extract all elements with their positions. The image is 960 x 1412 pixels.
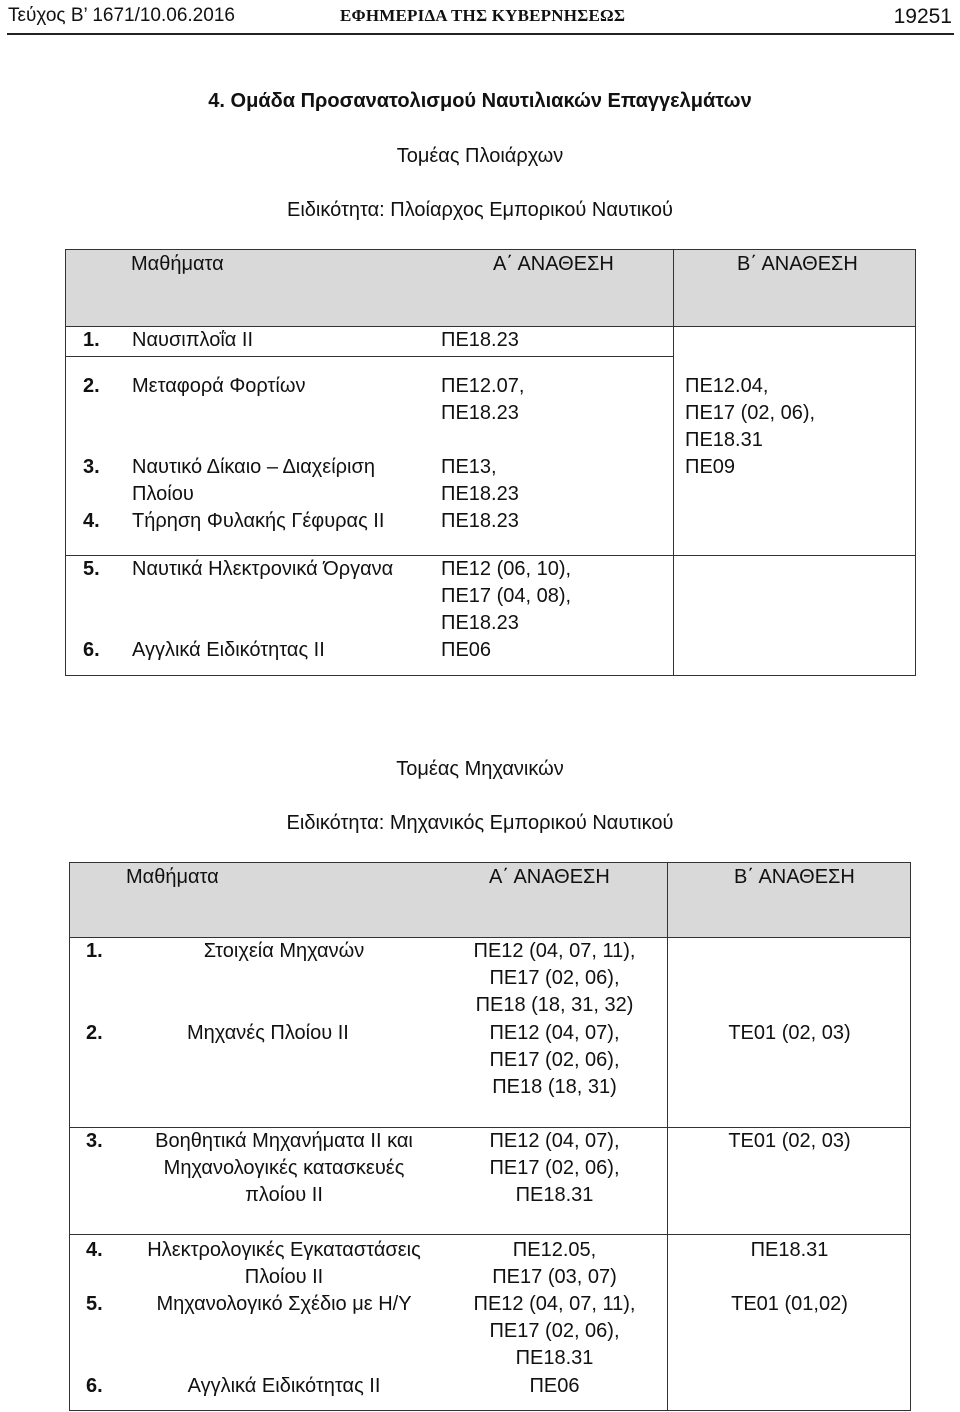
sector2-table [69,862,911,1411]
issue-label: Τεύχος Β’ 1671/10.06.2016 [8,5,235,26]
row-number: 1. [86,940,103,962]
sector1-specialty: Ειδικότητα: Πλοίαρχος Εμπορικού Ναυτικού [287,199,673,221]
assignment-a: ΠΕ06 [529,1375,580,1397]
sector2-header-a: Α΄ ΑΝΑΘΕΣΗ [489,866,610,888]
assignment-a: ΠΕ18 (18, 31) [492,1076,617,1098]
row-number: 5. [83,558,100,580]
assignment-b: ΠΕ12.04, [685,375,769,397]
course-name: Μηχανολογικό Σχέδιο με Η/Υ [156,1293,412,1315]
sector2-header-courses: Μαθήματα [126,866,219,888]
course-name: Πλοίου ΙΙ [244,1266,324,1288]
assignment-a: ΠΕ12 (04, 07, 11), [473,940,636,962]
course-name: Τήρηση Φυλακής Γέφυρας ΙΙ [132,510,385,532]
course-name: Βοηθητικά Μηχανήματα ΙΙ και [155,1130,413,1152]
course-name: Μηχανές Πλοίου ΙΙ [187,1022,349,1044]
assignment-a: ΠΕ06 [441,639,492,661]
course-name: Μηχανολογικές κατασκευές [163,1157,405,1179]
row-number: 3. [86,1130,103,1152]
row-number: 5. [86,1293,103,1315]
assignment-a: ΠΕ17 (04, 08), [441,585,572,607]
sector2-specialty: Ειδικότητα: Μηχανικός Εμπορικού Ναυτικού [286,812,674,834]
assignment-a: ΠΕ12 (04, 07), [489,1130,620,1152]
sector1-header-a: Α΄ ΑΝΑΘΕΣΗ [493,253,614,275]
row-number: 1. [83,329,100,351]
gazette-title: ΕΦΗΜΕΡΙΔΑ ΤΗΣ ΚΥΒΕΡΝΗΣΕΩΣ [340,6,626,25]
assignment-a: ΠΕ12 (04, 07), [489,1022,620,1044]
sector1-title: Τομέας Πλοιάρχων [396,145,564,167]
assignment-a: ΠΕ18.31 [515,1347,594,1369]
sector1-table [65,249,916,676]
course-name: Αγγλικά Ειδικότητας ΙΙ [187,1375,381,1397]
page-header [0,0,960,36]
course-name: πλοίου ΙΙ [245,1184,323,1206]
course-name: Στοιχεία Μηχανών [203,940,365,962]
sector2-row-divider [70,1234,910,1235]
assignment-a: ΠΕ12 (06, 10), [441,558,572,580]
assignment-a: ΠΕ12.05, [512,1239,597,1261]
sector2-header-b: Β΄ ΑΝΑΘΕΣΗ [734,866,855,888]
assignment-a: ΠΕ17 (02, 06), [489,1157,620,1179]
sector2-title: Τομέας Μηχανικών [396,758,564,780]
assignment-a: ΠΕ18.23 [441,402,519,424]
course-name: Ηλεκτρολογικές Εγκαταστάσεις [147,1239,421,1261]
course-name: Αγγλικά Ειδικότητας ΙΙ [132,639,325,661]
sector1-col-divider [673,250,674,675]
assignment-a: ΠΕ12.07, [441,375,525,397]
course-name: Ναυτικό Δίκαιο – Διαχείριση [132,456,375,478]
assignment-b: ΤΕ01 (02, 03) [728,1130,851,1152]
row-number: 4. [86,1239,103,1261]
assignment-b: ΤΕ01 (01,02) [731,1293,848,1315]
assignment-b: ΤΕ01 (02, 03) [728,1022,851,1044]
section-title: 4. Ομάδα Προσανατολισμού Ναυτιλιακών Επαγγελμάτων [208,90,752,112]
sector1-row-divider [66,356,673,357]
assignment-a: ΠΕ13, [441,456,497,478]
row-number: 6. [83,639,100,661]
course-name: Ναυσιπλοΐα ΙΙ [132,329,254,351]
course-name: Μεταφορά Φορτίων [132,375,306,397]
assignment-a: ΠΕ18.31 [515,1184,594,1206]
assignment-a: ΠΕ18 (18, 31, 32) [475,994,634,1016]
assignment-a: ΠΕ18.23 [441,329,519,351]
row-number: 4. [83,510,100,532]
row-number: 2. [86,1022,103,1044]
page-number: 19251 [893,5,952,28]
assignment-a: ΠΕ12 (04, 07, 11), [473,1293,636,1315]
sector1-header-courses: Μαθήματα [131,253,224,275]
course-name: Ναυτικά Ηλεκτρονικά Όργανα [132,558,394,580]
assignment-b: ΠΕ18.31 [685,429,763,451]
assignment-a: ΠΕ18.23 [441,612,519,634]
assignment-a: ΠΕ18.23 [441,510,519,532]
row-number: 2. [83,375,100,397]
assignment-b: ΠΕ17 (02, 06), [685,402,816,424]
assignment-b: ΠΕ09 [685,456,736,478]
row-number: 3. [83,456,100,478]
header-rule [7,33,954,35]
assignment-a: ΠΕ17 (03, 07) [492,1266,617,1288]
assignment-a: ΠΕ17 (02, 06), [489,967,620,989]
sector1-header-b: Β΄ ΑΝΑΘΕΣΗ [737,253,858,275]
assignment-a: ΠΕ17 (02, 06), [489,1320,620,1342]
assignment-b: ΠΕ18.31 [750,1239,829,1261]
course-name: Πλοίου [132,483,194,505]
row-number: 6. [86,1375,103,1397]
assignment-a: ΠΕ18.23 [441,483,519,505]
assignment-a: ΠΕ17 (02, 06), [489,1049,620,1071]
